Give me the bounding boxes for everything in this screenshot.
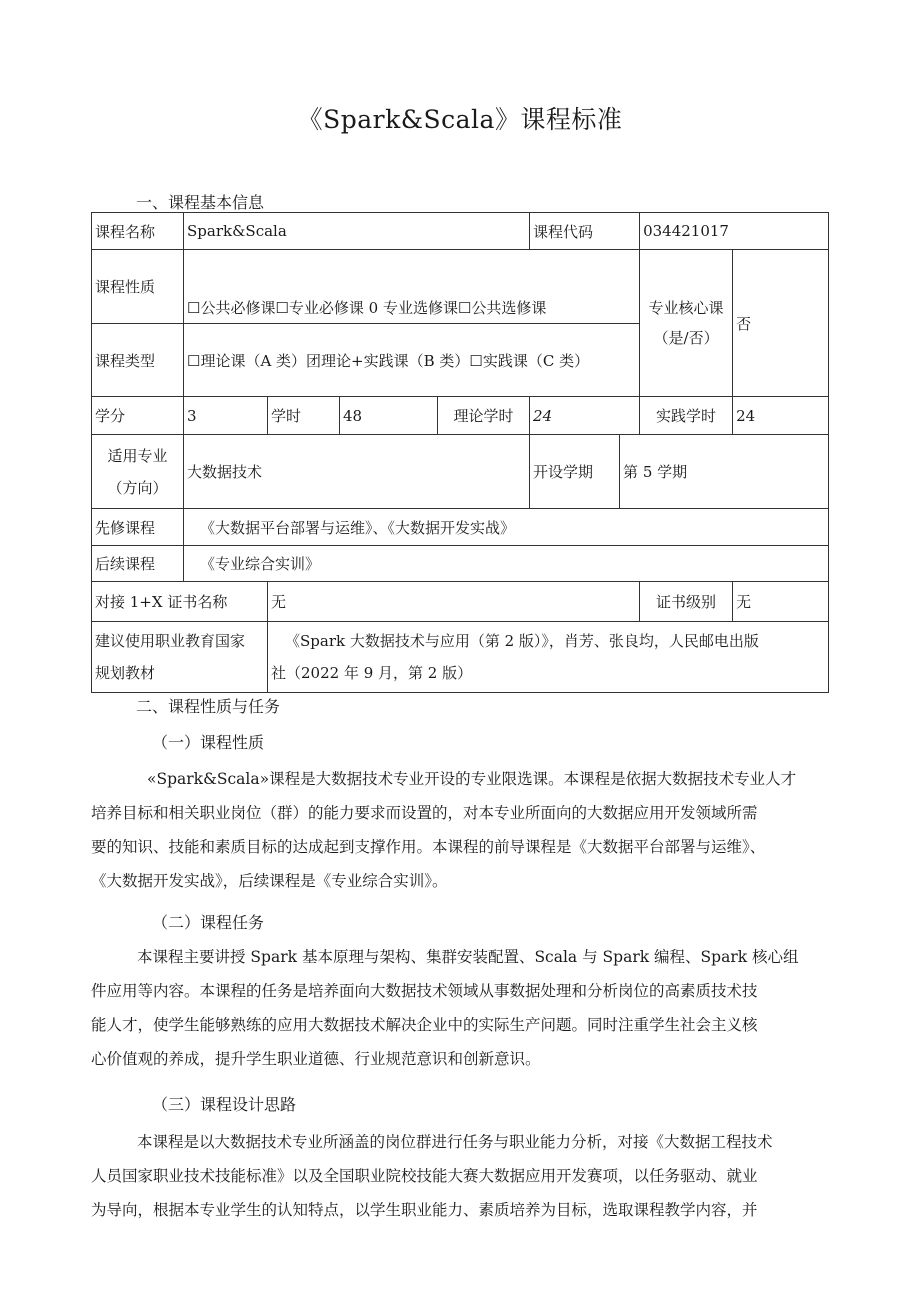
course-nature-value: ☐公共必修课☐专业必修课 0 专业选修课☐公共选修课 xyxy=(184,250,640,324)
credit-label: 学分 xyxy=(92,397,184,435)
followup-label: 后续课程 xyxy=(92,546,184,582)
textbook-label-line2: 规划教材 xyxy=(95,664,156,682)
cert-value: 无 xyxy=(268,582,640,622)
course-name-label: 课程名称 xyxy=(92,213,184,250)
major-label xyxy=(92,435,184,509)
theory-hours-value: 24 xyxy=(530,397,640,435)
hours-label: 学时 xyxy=(268,397,340,435)
cert-level-value: 无 xyxy=(733,582,829,622)
course-name-value: Spark&Scala xyxy=(184,213,530,250)
section-heading-basic-info: 一、课程基本信息 xyxy=(136,193,265,212)
text-line: 本课程是以大数据技术专业所涵盖的岗位群进行任务与职业能力分析，对接《大数据工程技术 xyxy=(137,1133,773,1151)
credit-value: 3 xyxy=(184,397,268,435)
course-type-value: ☐理论课（A 类）团理论+实践课（B 类）☐实践课（C 类） xyxy=(184,324,640,397)
text-line: 心价值观的养成，提升学生职业道德、行业规范意识和创新意识。 xyxy=(91,1050,541,1068)
text-line: 本课程主要讲授 Spark 基本原理与架构、集群安装配置、Scala 与 Spark 编程、Spark 核心组 xyxy=(137,948,799,966)
textbook-value xyxy=(268,622,829,693)
course-info-table xyxy=(91,212,829,693)
paragraph-design-ideas xyxy=(91,1125,833,1227)
followup-value: 《专业综合实训》 xyxy=(184,546,829,582)
text-line: 要的知识、技能和素质目标的达成起到支撑作用。本课程的前导课程是《大数据平台部署与运维》、 xyxy=(91,838,766,856)
text-line: 能人才，使学生能够熟练的应用大数据技术解决企业中的实际生产问题。同时注重学生社会主义核 xyxy=(91,1016,758,1034)
cert-level-label: 证书级别 xyxy=(640,582,733,622)
course-code-label: 课程代码 xyxy=(530,213,640,250)
text-line: 《大数据开发实战》，后续课程是《专业综合实训》。 xyxy=(91,872,448,890)
prereq-value: 《大数据平台部署与运维》、《大数据开发实战》 xyxy=(184,509,829,546)
course-code-value: 034421017 xyxy=(640,213,829,250)
major-value: 大数据技术 xyxy=(184,435,530,509)
text-line: 件应用等内容。本课程的任务是培养面向大数据技术领域从事数据处理和分析岗位的高素质技术技 xyxy=(91,982,758,1000)
core-course-value: 否 xyxy=(733,250,829,397)
cert-label: 对接 1+X 证书名称 xyxy=(92,582,268,622)
text-line: 为导向，根据本专业学生的认知特点，以学生职业能力、素质培养为目标，选取课程教学内容，并 xyxy=(91,1201,758,1219)
section-heading-nature-tasks: 二、课程性质与任务 xyxy=(136,697,281,716)
practice-hours-label: 实践学时 xyxy=(640,397,733,435)
course-nature-label: 课程性质 xyxy=(92,250,184,324)
text-line: 培养目标和相关职业岗位（群）的能力要求而设置的，对本专业所面向的大数据应用开发领域所需 xyxy=(91,804,758,822)
core-course-label xyxy=(640,250,733,397)
subheading-course-tasks: （二）课程任务 xyxy=(152,913,265,932)
text-line: 人员国家职业技术技能标准》以及全国职业院校技能大赛大数据应用开发赛项，以任务驱动、就业 xyxy=(91,1167,758,1185)
core-course-label-line2: （是/否） xyxy=(653,329,719,347)
subheading-design-ideas: （三）课程设计思路 xyxy=(152,1095,297,1114)
text-line: «Spark&Scala»课程是大数据技术专业开设的专业限选课。本课程是依据大数据技术专业人才 xyxy=(147,770,797,788)
subheading-course-nature: （一）课程性质 xyxy=(152,733,265,752)
semester-value: 第 5 学期 xyxy=(620,435,829,509)
textbook-value-line2: 社（2022 年 9 月，第 2 版） xyxy=(271,664,473,682)
course-type-label: 课程类型 xyxy=(92,324,184,397)
major-label-line2: （方向） xyxy=(107,478,168,497)
core-course-label-line1: 专业核心课 xyxy=(648,299,724,317)
page-title: 《Spark&Scala》课程标准 xyxy=(297,105,623,134)
paragraph-course-tasks xyxy=(91,940,833,1076)
hours-value: 48 xyxy=(340,397,438,435)
semester-label: 开设学期 xyxy=(530,435,620,509)
paragraph-course-nature xyxy=(91,762,833,898)
major-label-line1: 适用专业 xyxy=(107,446,168,465)
textbook-value-line1: 《Spark 大数据技术与应用（第 2 版）》，肖芳、张良均，人民邮电出版 xyxy=(285,632,759,650)
practice-hours-value: 24 xyxy=(733,397,829,435)
textbook-label-line1: 建议使用职业教育国家 xyxy=(95,632,246,650)
prereq-label: 先修课程 xyxy=(92,509,184,546)
textbook-label xyxy=(92,622,268,693)
theory-hours-label: 理论学时 xyxy=(438,397,530,435)
